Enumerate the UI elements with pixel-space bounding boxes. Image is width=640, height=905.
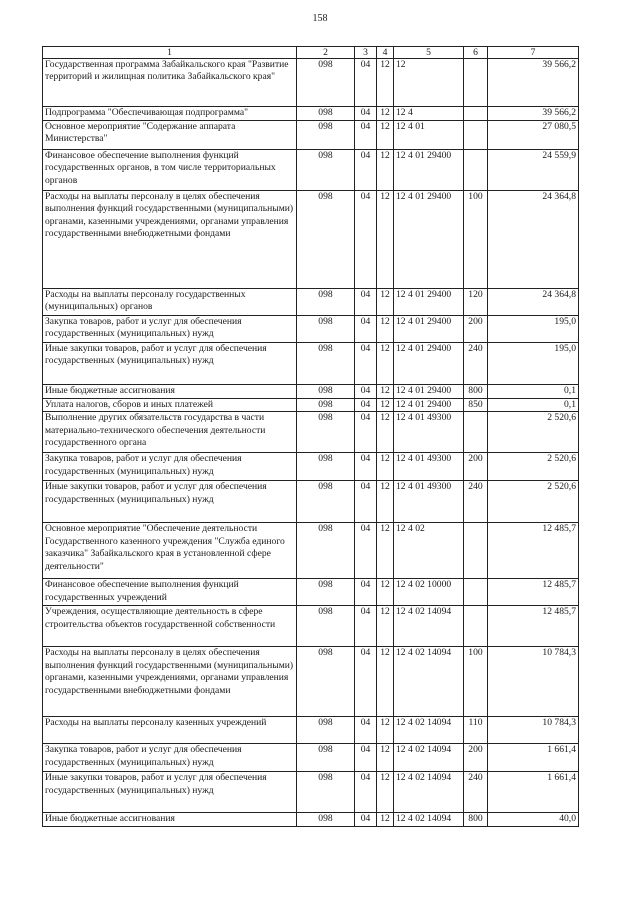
row-subsection-code: 12: [377, 385, 394, 399]
row-amount: 24 364,8: [488, 289, 579, 316]
table-row: [43, 59, 579, 107]
row-subsection-code: 12: [377, 813, 394, 827]
row-section-code: 04: [355, 289, 377, 316]
row-target-article: 12 4 02 14094: [394, 813, 464, 827]
row-subsection-code: 12: [377, 316, 394, 343]
row-target-article: 12 4 01 29400: [394, 385, 464, 399]
row-name: Уплата налогов, сборов и иных платежей: [43, 399, 297, 412]
row-grbs-code: 098: [297, 289, 355, 316]
table-row: [43, 150, 579, 191]
row-section-code: 04: [355, 744, 377, 772]
row-expense-type: 800: [464, 385, 488, 399]
row-grbs-code: 098: [297, 481, 355, 523]
row-target-article: 12 4 01 29400: [394, 343, 464, 385]
row-grbs-code: 098: [297, 343, 355, 385]
row-expense-type: 200: [464, 744, 488, 772]
budget-table: [42, 46, 579, 827]
row-expense-type: [464, 59, 488, 107]
row-grbs-code: 098: [297, 813, 355, 827]
header-row: [43, 47, 579, 59]
row-name: Иные закупки товаров, работ и услуг для обеспечения государственных (муниципальных) нужд: [43, 481, 297, 523]
row-expense-type: [464, 107, 488, 121]
table-row: [43, 412, 579, 453]
row-expense-type: [464, 523, 488, 579]
row-amount: 10 784,3: [488, 717, 579, 744]
row-amount: 195,0: [488, 343, 579, 385]
row-grbs-code: 098: [297, 107, 355, 121]
row-amount: 195,0: [488, 316, 579, 343]
row-subsection-code: 12: [377, 579, 394, 606]
row-expense-type: 120: [464, 289, 488, 316]
row-grbs-code: 098: [297, 316, 355, 343]
row-section-code: 04: [355, 523, 377, 579]
row-amount: 24 559,9: [488, 150, 579, 191]
header-cell-1: 1: [43, 47, 297, 59]
row-name: Финансовое обеспечение выполнения функций государственных учреждений: [43, 579, 297, 606]
row-expense-type: 200: [464, 453, 488, 481]
row-name: Расходы на выплаты персоналу государственных (муниципальных) органов: [43, 289, 297, 316]
row-target-article: 12 4 02 10000: [394, 579, 464, 606]
row-section-code: 04: [355, 453, 377, 481]
row-section-code: 04: [355, 316, 377, 343]
table-row: [43, 453, 579, 481]
row-expense-type: 240: [464, 481, 488, 523]
row-expense-type: 200: [464, 316, 488, 343]
row-section-code: 04: [355, 813, 377, 827]
row-target-article: 12 4 02 14094: [394, 772, 464, 813]
row-amount: 39 566,2: [488, 59, 579, 107]
row-section-code: 04: [355, 107, 377, 121]
row-target-article: 12 4 02 14094: [394, 606, 464, 647]
row-subsection-code: 12: [377, 744, 394, 772]
row-name: Основное мероприятие "Обеспечение деятельности Государственного казенного учреждения "Служба единого заказчика" Забайкальского края в установленной сфере деятельности": [43, 523, 297, 579]
table-row: [43, 316, 579, 343]
row-target-article: 12 4 02 14094: [394, 647, 464, 717]
row-grbs-code: 098: [297, 399, 355, 412]
row-name: Учреждения, осуществляющие деятельность в сфере строительства объектов государственной собственности: [43, 606, 297, 647]
row-expense-type: [464, 412, 488, 453]
row-grbs-code: 098: [297, 717, 355, 744]
row-expense-type: 240: [464, 772, 488, 813]
row-target-article: 12 4 01: [394, 121, 464, 150]
row-name: Иные закупки товаров, работ и услуг для обеспечения государственных (муниципальных) нужд: [43, 772, 297, 813]
row-expense-type: 110: [464, 717, 488, 744]
row-target-article: 12 4: [394, 107, 464, 121]
row-target-article: 12 4 02 14094: [394, 717, 464, 744]
row-grbs-code: 098: [297, 647, 355, 717]
row-section-code: 04: [355, 579, 377, 606]
row-subsection-code: 12: [377, 647, 394, 717]
table-row: [43, 744, 579, 772]
row-subsection-code: 12: [377, 606, 394, 647]
row-target-article: 12 4 01 29400: [394, 191, 464, 289]
page-number: 158: [312, 13, 328, 24]
table-row: [43, 399, 579, 412]
table-row: [43, 289, 579, 316]
table-row: [43, 523, 579, 579]
row-grbs-code: 098: [297, 121, 355, 150]
row-section-code: 04: [355, 150, 377, 191]
row-name: Государственная программа Забайкальского края "Развитие территорий и жилищная политика Забайкальского края": [43, 59, 297, 107]
row-expense-type: 100: [464, 191, 488, 289]
table-row: [43, 717, 579, 744]
row-expense-type: [464, 150, 488, 191]
row-subsection-code: 12: [377, 343, 394, 385]
row-section-code: 04: [355, 191, 377, 289]
row-section-code: 04: [355, 59, 377, 107]
row-amount: 1 661,4: [488, 772, 579, 813]
row-name: Закупка товаров, работ и услуг для обеспечения государственных (муниципальных) нужд: [43, 744, 297, 772]
row-amount: 2 520,6: [488, 412, 579, 453]
row-subsection-code: 12: [377, 59, 394, 107]
table-row: [43, 191, 579, 289]
row-expense-type: 240: [464, 343, 488, 385]
header-cell-6: 6: [464, 47, 488, 59]
row-subsection-code: 12: [377, 191, 394, 289]
row-grbs-code: 098: [297, 579, 355, 606]
row-name: Расходы на выплаты персоналу в целях обеспечения выполнения функций государственными (муниципальными) органами, казенными учреждениями, органами управления государственными внебюджетными фондами: [43, 191, 297, 289]
table-row: [43, 606, 579, 647]
row-subsection-code: 12: [377, 150, 394, 191]
row-amount: 1 661,4: [488, 744, 579, 772]
row-amount: 0,1: [488, 385, 579, 399]
row-grbs-code: 098: [297, 453, 355, 481]
row-subsection-code: 12: [377, 121, 394, 150]
row-amount: 2 520,6: [488, 453, 579, 481]
row-name: Иные закупки товаров, работ и услуг для обеспечения государственных (муниципальных) нужд: [43, 343, 297, 385]
row-grbs-code: 098: [297, 523, 355, 579]
row-target-article: 12 4 01 29400: [394, 316, 464, 343]
table-row: [43, 813, 579, 827]
row-subsection-code: 12: [377, 772, 394, 813]
row-target-article: 12 4 01 29400: [394, 289, 464, 316]
table-row: [43, 772, 579, 813]
row-target-article: 12 4 01 29400: [394, 399, 464, 412]
row-grbs-code: 098: [297, 385, 355, 399]
row-subsection-code: 12: [377, 523, 394, 579]
row-amount: 2 520,6: [488, 481, 579, 523]
header-cell-3: 3: [355, 47, 377, 59]
table-row: [43, 107, 579, 121]
row-section-code: 04: [355, 399, 377, 412]
row-name: Расходы на выплаты персоналу в целях обеспечения выполнения функций государственными (муниципальными) органами, казенными учреждениями, органами управления государственными внебюджетными фондами: [43, 647, 297, 717]
row-subsection-code: 12: [377, 481, 394, 523]
row-target-article: 12 4 02: [394, 523, 464, 579]
row-grbs-code: 098: [297, 191, 355, 289]
row-name: Иные бюджетные ассигнования: [43, 385, 297, 399]
row-section-code: 04: [355, 343, 377, 385]
table-row: [43, 579, 579, 606]
row-name: Финансовое обеспечение выполнения функций государственных органов, в том числе территориальных органов: [43, 150, 297, 191]
row-grbs-code: 098: [297, 606, 355, 647]
row-section-code: 04: [355, 481, 377, 523]
row-grbs-code: 098: [297, 412, 355, 453]
row-grbs-code: 098: [297, 772, 355, 813]
header-cell-2: 2: [297, 47, 355, 59]
table-row: [43, 481, 579, 523]
table-row: [43, 385, 579, 399]
row-amount: 40,0: [488, 813, 579, 827]
row-target-article: 12 4 01 29400: [394, 150, 464, 191]
table-row: [43, 647, 579, 717]
row-subsection-code: 12: [377, 717, 394, 744]
row-section-code: 04: [355, 385, 377, 399]
row-section-code: 04: [355, 717, 377, 744]
row-name: Выполнение других обязательств государства в части материально-технического обеспечения деятельности государственного органа: [43, 412, 297, 453]
row-amount: 0,1: [488, 399, 579, 412]
row-target-article: 12 4 01 49300: [394, 412, 464, 453]
row-section-code: 04: [355, 647, 377, 717]
row-section-code: 04: [355, 121, 377, 150]
row-amount: 10 784,3: [488, 647, 579, 717]
row-name: Подпрограмма "Обеспечивающая подпрограмма": [43, 107, 297, 121]
row-subsection-code: 12: [377, 412, 394, 453]
row-name: Расходы на выплаты персоналу казенных учреждений: [43, 717, 297, 744]
row-target-article: 12 4 02 14094: [394, 744, 464, 772]
row-grbs-code: 098: [297, 744, 355, 772]
row-amount: 27 080,5: [488, 121, 579, 150]
row-name: Закупка товаров, работ и услуг для обеспечения государственных (муниципальных) нужд: [43, 316, 297, 343]
row-name: Иные бюджетные ассигнования: [43, 813, 297, 827]
row-target-article: 12: [394, 59, 464, 107]
row-name: Основное мероприятие "Содержание аппарата Министерства": [43, 121, 297, 150]
row-subsection-code: 12: [377, 289, 394, 316]
row-section-code: 04: [355, 412, 377, 453]
row-amount: 24 364,8: [488, 191, 579, 289]
row-amount: 12 485,7: [488, 579, 579, 606]
header-cell-4: 4: [377, 47, 394, 59]
row-name: Закупка товаров, работ и услуг для обеспечения государственных (муниципальных) нужд: [43, 453, 297, 481]
row-expense-type: 800: [464, 813, 488, 827]
row-section-code: 04: [355, 606, 377, 647]
row-subsection-code: 12: [377, 107, 394, 121]
row-subsection-code: 12: [377, 453, 394, 481]
row-expense-type: 850: [464, 399, 488, 412]
row-expense-type: [464, 579, 488, 606]
table-body: [43, 59, 579, 827]
row-grbs-code: 098: [297, 150, 355, 191]
row-amount: 12 485,7: [488, 523, 579, 579]
table-row: [43, 343, 579, 385]
row-section-code: 04: [355, 772, 377, 813]
row-expense-type: 100: [464, 647, 488, 717]
row-expense-type: [464, 606, 488, 647]
row-grbs-code: 098: [297, 59, 355, 107]
row-expense-type: [464, 121, 488, 150]
row-amount: 12 485,7: [488, 606, 579, 647]
header-cell-7: 7: [488, 47, 579, 59]
row-target-article: 12 4 01 49300: [394, 453, 464, 481]
row-subsection-code: 12: [377, 399, 394, 412]
row-target-article: 12 4 01 49300: [394, 481, 464, 523]
row-amount: 39 566,2: [488, 107, 579, 121]
table-row: [43, 121, 579, 150]
header-cell-5: 5: [394, 47, 464, 59]
